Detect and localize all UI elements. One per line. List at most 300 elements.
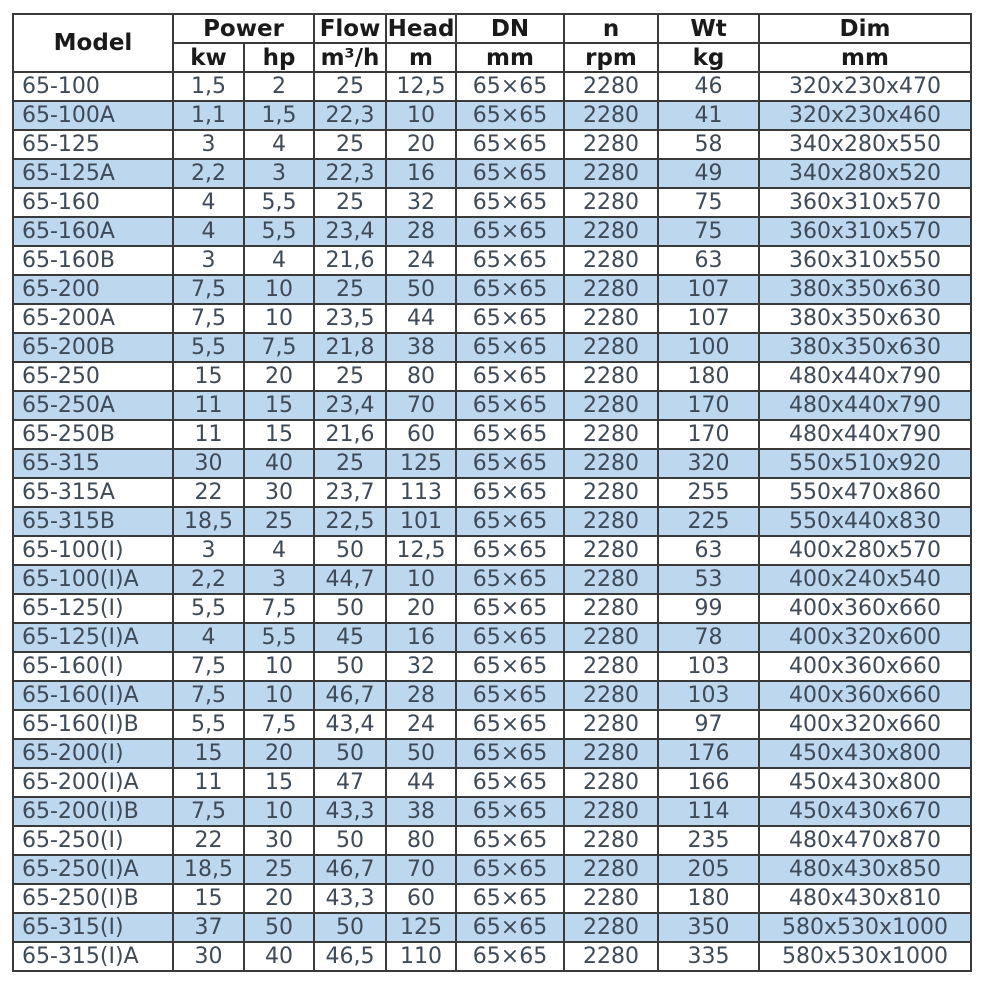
kw-cell: 30 bbox=[173, 449, 244, 478]
head-cell: 12,5 bbox=[386, 72, 456, 101]
flow-cell: 46,7 bbox=[314, 855, 386, 884]
hp-cell: 15 bbox=[244, 420, 314, 449]
kw-cell: 18,5 bbox=[173, 507, 244, 536]
dn-cell: 65×65 bbox=[456, 594, 564, 623]
table-row bbox=[13, 942, 971, 971]
hp-cell: 10 bbox=[244, 652, 314, 681]
hp-cell: 25 bbox=[244, 507, 314, 536]
n-cell: 2280 bbox=[564, 826, 658, 855]
dn-cell: 65×65 bbox=[456, 130, 564, 159]
wt-cell: 225 bbox=[658, 507, 759, 536]
pump-spec-table-container bbox=[12, 13, 972, 972]
head-cell: 101 bbox=[386, 507, 456, 536]
model-cell: 65-100(I) bbox=[13, 536, 173, 565]
table-row bbox=[13, 188, 971, 217]
dim-cell: 550x470x860 bbox=[759, 478, 971, 507]
wt-cell: 235 bbox=[658, 826, 759, 855]
n-cell: 2280 bbox=[564, 681, 658, 710]
head-cell: 125 bbox=[386, 913, 456, 942]
dn-cell: 65×65 bbox=[456, 391, 564, 420]
header-dn: DN bbox=[456, 14, 564, 43]
flow-cell: 25 bbox=[314, 275, 386, 304]
dim-cell: 380x350x630 bbox=[759, 275, 971, 304]
dn-cell: 65×65 bbox=[456, 159, 564, 188]
n-cell: 2280 bbox=[564, 565, 658, 594]
dn-cell: 65×65 bbox=[456, 681, 564, 710]
head-cell: 38 bbox=[386, 797, 456, 826]
n-cell: 2280 bbox=[564, 652, 658, 681]
n-cell: 2280 bbox=[564, 304, 658, 333]
dn-cell: 65×65 bbox=[456, 507, 564, 536]
dim-cell: 400x320x660 bbox=[759, 710, 971, 739]
wt-cell: 176 bbox=[658, 739, 759, 768]
dn-cell: 65×65 bbox=[456, 217, 564, 246]
kw-cell: 4 bbox=[173, 623, 244, 652]
model-cell: 65-160A bbox=[13, 217, 173, 246]
head-cell: 24 bbox=[386, 710, 456, 739]
flow-cell: 23,5 bbox=[314, 304, 386, 333]
kw-cell: 1,5 bbox=[173, 72, 244, 101]
n-cell: 2280 bbox=[564, 101, 658, 130]
dn-cell: 65×65 bbox=[456, 797, 564, 826]
dn-cell: 65×65 bbox=[456, 536, 564, 565]
kw-cell: 22 bbox=[173, 478, 244, 507]
model-cell: 65-200B bbox=[13, 333, 173, 362]
wt-cell: 170 bbox=[658, 391, 759, 420]
dn-cell: 65×65 bbox=[456, 275, 564, 304]
table-row bbox=[13, 449, 971, 478]
hp-cell: 4 bbox=[244, 130, 314, 159]
flow-cell: 22,5 bbox=[314, 507, 386, 536]
dn-cell: 65×65 bbox=[456, 884, 564, 913]
table-row bbox=[13, 159, 971, 188]
hp-cell: 1,5 bbox=[244, 101, 314, 130]
n-cell: 2280 bbox=[564, 72, 658, 101]
model-cell: 65-200(I) bbox=[13, 739, 173, 768]
dn-cell: 65×65 bbox=[456, 72, 564, 101]
n-cell: 2280 bbox=[564, 797, 658, 826]
kw-cell: 7,5 bbox=[173, 304, 244, 333]
kw-cell: 3 bbox=[173, 536, 244, 565]
kw-cell: 7,5 bbox=[173, 652, 244, 681]
wt-cell: 335 bbox=[658, 942, 759, 971]
model-cell: 65-250B bbox=[13, 420, 173, 449]
header-unit-flow: m³/h bbox=[314, 43, 386, 72]
dim-cell: 580x530x1000 bbox=[759, 942, 971, 971]
head-cell: 10 bbox=[386, 565, 456, 594]
flow-cell: 50 bbox=[314, 594, 386, 623]
flow-cell: 47 bbox=[314, 768, 386, 797]
wt-cell: 99 bbox=[658, 594, 759, 623]
head-cell: 28 bbox=[386, 217, 456, 246]
model-cell: 65-315A bbox=[13, 478, 173, 507]
kw-cell: 18,5 bbox=[173, 855, 244, 884]
hp-cell: 30 bbox=[244, 826, 314, 855]
dn-cell: 65×65 bbox=[456, 333, 564, 362]
n-cell: 2280 bbox=[564, 275, 658, 304]
header-unit-kw: kw bbox=[173, 43, 244, 72]
flow-cell: 23,7 bbox=[314, 478, 386, 507]
table-row bbox=[13, 478, 971, 507]
head-cell: 60 bbox=[386, 884, 456, 913]
n-cell: 2280 bbox=[564, 739, 658, 768]
model-cell: 65-160B bbox=[13, 246, 173, 275]
flow-cell: 23,4 bbox=[314, 217, 386, 246]
header-dim: Dim bbox=[759, 14, 971, 43]
flow-cell: 25 bbox=[314, 72, 386, 101]
dim-cell: 480x470x870 bbox=[759, 826, 971, 855]
head-cell: 32 bbox=[386, 652, 456, 681]
wt-cell: 180 bbox=[658, 884, 759, 913]
flow-cell: 22,3 bbox=[314, 101, 386, 130]
dim-cell: 550x510x920 bbox=[759, 449, 971, 478]
wt-cell: 166 bbox=[658, 768, 759, 797]
hp-cell: 7,5 bbox=[244, 710, 314, 739]
kw-cell: 11 bbox=[173, 391, 244, 420]
table-row bbox=[13, 565, 971, 594]
model-cell: 65-250A bbox=[13, 391, 173, 420]
table-row bbox=[13, 333, 971, 362]
n-cell: 2280 bbox=[564, 913, 658, 942]
head-cell: 20 bbox=[386, 594, 456, 623]
dn-cell: 65×65 bbox=[456, 623, 564, 652]
header-unit-dim: mm bbox=[759, 43, 971, 72]
n-cell: 2280 bbox=[564, 420, 658, 449]
kw-cell: 4 bbox=[173, 217, 244, 246]
head-cell: 16 bbox=[386, 159, 456, 188]
n-cell: 2280 bbox=[564, 246, 658, 275]
head-cell: 12,5 bbox=[386, 536, 456, 565]
table-row bbox=[13, 536, 971, 565]
flow-cell: 23,4 bbox=[314, 391, 386, 420]
hp-cell: 30 bbox=[244, 478, 314, 507]
kw-cell: 7,5 bbox=[173, 275, 244, 304]
table-header bbox=[13, 14, 971, 72]
hp-cell: 15 bbox=[244, 391, 314, 420]
kw-cell: 3 bbox=[173, 130, 244, 159]
wt-cell: 255 bbox=[658, 478, 759, 507]
kw-cell: 1,1 bbox=[173, 101, 244, 130]
dim-cell: 320x230x470 bbox=[759, 72, 971, 101]
model-cell: 65-125 bbox=[13, 130, 173, 159]
wt-cell: 107 bbox=[658, 275, 759, 304]
table-row bbox=[13, 652, 971, 681]
dn-cell: 65×65 bbox=[456, 739, 564, 768]
wt-cell: 41 bbox=[658, 101, 759, 130]
head-cell: 44 bbox=[386, 768, 456, 797]
wt-cell: 320 bbox=[658, 449, 759, 478]
header-unit-head: m bbox=[386, 43, 456, 72]
dn-cell: 65×65 bbox=[456, 478, 564, 507]
hp-cell: 10 bbox=[244, 275, 314, 304]
model-cell: 65-160(I)B bbox=[13, 710, 173, 739]
dn-cell: 65×65 bbox=[456, 362, 564, 391]
wt-cell: 350 bbox=[658, 913, 759, 942]
table-row bbox=[13, 101, 971, 130]
table-row bbox=[13, 217, 971, 246]
head-cell: 50 bbox=[386, 275, 456, 304]
kw-cell: 5,5 bbox=[173, 594, 244, 623]
dim-cell: 400x280x570 bbox=[759, 536, 971, 565]
table-row bbox=[13, 797, 971, 826]
flow-cell: 50 bbox=[314, 652, 386, 681]
model-cell: 65-200 bbox=[13, 275, 173, 304]
wt-cell: 100 bbox=[658, 333, 759, 362]
dim-cell: 400x360x660 bbox=[759, 681, 971, 710]
head-cell: 10 bbox=[386, 101, 456, 130]
wt-cell: 114 bbox=[658, 797, 759, 826]
header-unit-wt: kg bbox=[658, 43, 759, 72]
wt-cell: 46 bbox=[658, 72, 759, 101]
model-cell: 65-315(I)A bbox=[13, 942, 173, 971]
n-cell: 2280 bbox=[564, 130, 658, 159]
hp-cell: 4 bbox=[244, 536, 314, 565]
dim-cell: 450x430x800 bbox=[759, 768, 971, 797]
n-cell: 2280 bbox=[564, 333, 658, 362]
flow-cell: 22,3 bbox=[314, 159, 386, 188]
flow-cell: 43,3 bbox=[314, 884, 386, 913]
kw-cell: 37 bbox=[173, 913, 244, 942]
hp-cell: 20 bbox=[244, 884, 314, 913]
header-flow: Flow bbox=[314, 14, 386, 43]
dim-cell: 480x440x790 bbox=[759, 420, 971, 449]
flow-cell: 25 bbox=[314, 362, 386, 391]
model-cell: 65-315(I) bbox=[13, 913, 173, 942]
dim-cell: 400x320x600 bbox=[759, 623, 971, 652]
n-cell: 2280 bbox=[564, 188, 658, 217]
n-cell: 2280 bbox=[564, 942, 658, 971]
dim-cell: 480x440x790 bbox=[759, 362, 971, 391]
hp-cell: 7,5 bbox=[244, 594, 314, 623]
table-row bbox=[13, 304, 971, 333]
model-cell: 65-125(I)A bbox=[13, 623, 173, 652]
hp-cell: 20 bbox=[244, 739, 314, 768]
table-row bbox=[13, 768, 971, 797]
model-cell: 65-250(I)B bbox=[13, 884, 173, 913]
flow-cell: 50 bbox=[314, 913, 386, 942]
dn-cell: 65×65 bbox=[456, 913, 564, 942]
dim-cell: 380x350x630 bbox=[759, 333, 971, 362]
header-head: Head bbox=[387, 15, 455, 42]
n-cell: 2280 bbox=[564, 159, 658, 188]
header-model: Model bbox=[13, 14, 173, 72]
head-cell: 70 bbox=[386, 391, 456, 420]
flow-cell: 43,4 bbox=[314, 710, 386, 739]
kw-cell: 30 bbox=[173, 942, 244, 971]
n-cell: 2280 bbox=[564, 623, 658, 652]
model-cell: 65-100 bbox=[13, 72, 173, 101]
dn-cell: 65×65 bbox=[456, 826, 564, 855]
flow-cell: 50 bbox=[314, 536, 386, 565]
header-unit-dn: mm bbox=[456, 43, 564, 72]
hp-cell: 10 bbox=[244, 304, 314, 333]
n-cell: 2280 bbox=[564, 478, 658, 507]
dim-cell: 480x430x850 bbox=[759, 855, 971, 884]
n-cell: 2280 bbox=[564, 217, 658, 246]
wt-cell: 49 bbox=[658, 159, 759, 188]
head-cell: 110 bbox=[386, 942, 456, 971]
kw-cell: 5,5 bbox=[173, 333, 244, 362]
head-cell: 80 bbox=[386, 362, 456, 391]
hp-cell: 10 bbox=[244, 681, 314, 710]
head-cell: 32 bbox=[386, 188, 456, 217]
pump-spec-table bbox=[12, 13, 972, 972]
dn-cell: 65×65 bbox=[456, 768, 564, 797]
n-cell: 2280 bbox=[564, 768, 658, 797]
kw-cell: 15 bbox=[173, 884, 244, 913]
hp-cell: 3 bbox=[244, 565, 314, 594]
header-unit-hp: hp bbox=[244, 43, 314, 72]
table-row bbox=[13, 130, 971, 159]
n-cell: 2280 bbox=[564, 536, 658, 565]
dim-cell: 550x440x830 bbox=[759, 507, 971, 536]
wt-cell: 103 bbox=[658, 652, 759, 681]
model-cell: 65-160 bbox=[13, 188, 173, 217]
flow-cell: 50 bbox=[314, 739, 386, 768]
kw-cell: 2,2 bbox=[173, 159, 244, 188]
wt-cell: 63 bbox=[658, 536, 759, 565]
flow-cell: 45 bbox=[314, 623, 386, 652]
dim-cell: 400x240x540 bbox=[759, 565, 971, 594]
hp-cell: 40 bbox=[244, 449, 314, 478]
head-cell: 44 bbox=[386, 304, 456, 333]
head-cell: 38 bbox=[386, 333, 456, 362]
hp-cell: 5,5 bbox=[244, 217, 314, 246]
header-row-labels bbox=[13, 14, 971, 43]
model-cell: 65-315B bbox=[13, 507, 173, 536]
n-cell: 2280 bbox=[564, 449, 658, 478]
hp-cell: 5,5 bbox=[244, 623, 314, 652]
table-row bbox=[13, 507, 971, 536]
header-wt: Wt bbox=[658, 14, 759, 43]
n-cell: 2280 bbox=[564, 594, 658, 623]
flow-cell: 46,7 bbox=[314, 681, 386, 710]
flow-cell: 25 bbox=[314, 130, 386, 159]
model-cell: 65-200(I)B bbox=[13, 797, 173, 826]
header-power: Power bbox=[173, 14, 314, 43]
kw-cell: 5,5 bbox=[173, 710, 244, 739]
table-row bbox=[13, 710, 971, 739]
kw-cell: 22 bbox=[173, 826, 244, 855]
flow-cell: 21,8 bbox=[314, 333, 386, 362]
model-cell: 65-315 bbox=[13, 449, 173, 478]
table-row bbox=[13, 391, 971, 420]
dn-cell: 65×65 bbox=[456, 942, 564, 971]
dim-cell: 340x280x520 bbox=[759, 159, 971, 188]
n-cell: 2280 bbox=[564, 362, 658, 391]
hp-cell: 7,5 bbox=[244, 333, 314, 362]
flow-cell: 46,5 bbox=[314, 942, 386, 971]
head-cell: 16 bbox=[386, 623, 456, 652]
model-cell: 65-125A bbox=[13, 159, 173, 188]
dn-cell: 65×65 bbox=[456, 710, 564, 739]
head-cell: 20 bbox=[386, 130, 456, 159]
head-cell: 50 bbox=[386, 739, 456, 768]
dim-cell: 400x360x660 bbox=[759, 652, 971, 681]
hp-cell: 20 bbox=[244, 362, 314, 391]
dim-cell: 480x440x790 bbox=[759, 391, 971, 420]
header-n: n bbox=[564, 14, 658, 43]
wt-cell: 63 bbox=[658, 246, 759, 275]
wt-cell: 180 bbox=[658, 362, 759, 391]
kw-cell: 7,5 bbox=[173, 797, 244, 826]
wt-cell: 75 bbox=[658, 217, 759, 246]
dim-cell: 320x230x460 bbox=[759, 101, 971, 130]
table-row bbox=[13, 913, 971, 942]
table-row bbox=[13, 246, 971, 275]
dim-cell: 450x430x800 bbox=[759, 739, 971, 768]
hp-cell: 5,5 bbox=[244, 188, 314, 217]
model-cell: 65-200(I)A bbox=[13, 768, 173, 797]
kw-cell: 11 bbox=[173, 420, 244, 449]
flow-cell: 44,7 bbox=[314, 565, 386, 594]
dn-cell: 65×65 bbox=[456, 101, 564, 130]
table-row bbox=[13, 594, 971, 623]
n-cell: 2280 bbox=[564, 710, 658, 739]
head-cell: 113 bbox=[386, 478, 456, 507]
table-row bbox=[13, 826, 971, 855]
flow-cell: 25 bbox=[314, 188, 386, 217]
kw-cell: 11 bbox=[173, 768, 244, 797]
dn-cell: 65×65 bbox=[456, 188, 564, 217]
dim-cell: 380x350x630 bbox=[759, 304, 971, 333]
model-cell: 65-200A bbox=[13, 304, 173, 333]
head-cell: 125 bbox=[386, 449, 456, 478]
dim-cell: 400x360x660 bbox=[759, 594, 971, 623]
flow-cell: 25 bbox=[314, 449, 386, 478]
wt-cell: 205 bbox=[658, 855, 759, 884]
hp-cell: 4 bbox=[244, 246, 314, 275]
wt-cell: 97 bbox=[658, 710, 759, 739]
wt-cell: 53 bbox=[658, 565, 759, 594]
table-row bbox=[13, 884, 971, 913]
hp-cell: 40 bbox=[244, 942, 314, 971]
wt-cell: 75 bbox=[658, 188, 759, 217]
kw-cell: 15 bbox=[173, 362, 244, 391]
head-cell: 60 bbox=[386, 420, 456, 449]
kw-cell: 2,2 bbox=[173, 565, 244, 594]
kw-cell: 7,5 bbox=[173, 681, 244, 710]
hp-cell: 15 bbox=[244, 768, 314, 797]
dn-cell: 65×65 bbox=[456, 652, 564, 681]
model-cell: 65-100A bbox=[13, 101, 173, 130]
n-cell: 2280 bbox=[564, 884, 658, 913]
dim-cell: 360x310x570 bbox=[759, 217, 971, 246]
flow-cell: 50 bbox=[314, 826, 386, 855]
flow-cell: 43,3 bbox=[314, 797, 386, 826]
model-cell: 65-160(I) bbox=[13, 652, 173, 681]
wt-cell: 78 bbox=[658, 623, 759, 652]
table-row bbox=[13, 855, 971, 884]
dim-cell: 360x310x550 bbox=[759, 246, 971, 275]
dn-cell: 65×65 bbox=[456, 304, 564, 333]
flow-cell: 21,6 bbox=[314, 420, 386, 449]
flow-cell: 21,6 bbox=[314, 246, 386, 275]
table-body bbox=[13, 72, 971, 971]
kw-cell: 15 bbox=[173, 739, 244, 768]
dn-cell: 65×65 bbox=[456, 855, 564, 884]
hp-cell: 50 bbox=[244, 913, 314, 942]
table-row bbox=[13, 623, 971, 652]
dim-cell: 580x530x1000 bbox=[759, 913, 971, 942]
hp-cell: 3 bbox=[244, 159, 314, 188]
hp-cell: 10 bbox=[244, 797, 314, 826]
n-cell: 2280 bbox=[564, 507, 658, 536]
kw-cell: 3 bbox=[173, 246, 244, 275]
model-cell: 65-125(I) bbox=[13, 594, 173, 623]
wt-cell: 170 bbox=[658, 420, 759, 449]
dim-cell: 450x430x670 bbox=[759, 797, 971, 826]
